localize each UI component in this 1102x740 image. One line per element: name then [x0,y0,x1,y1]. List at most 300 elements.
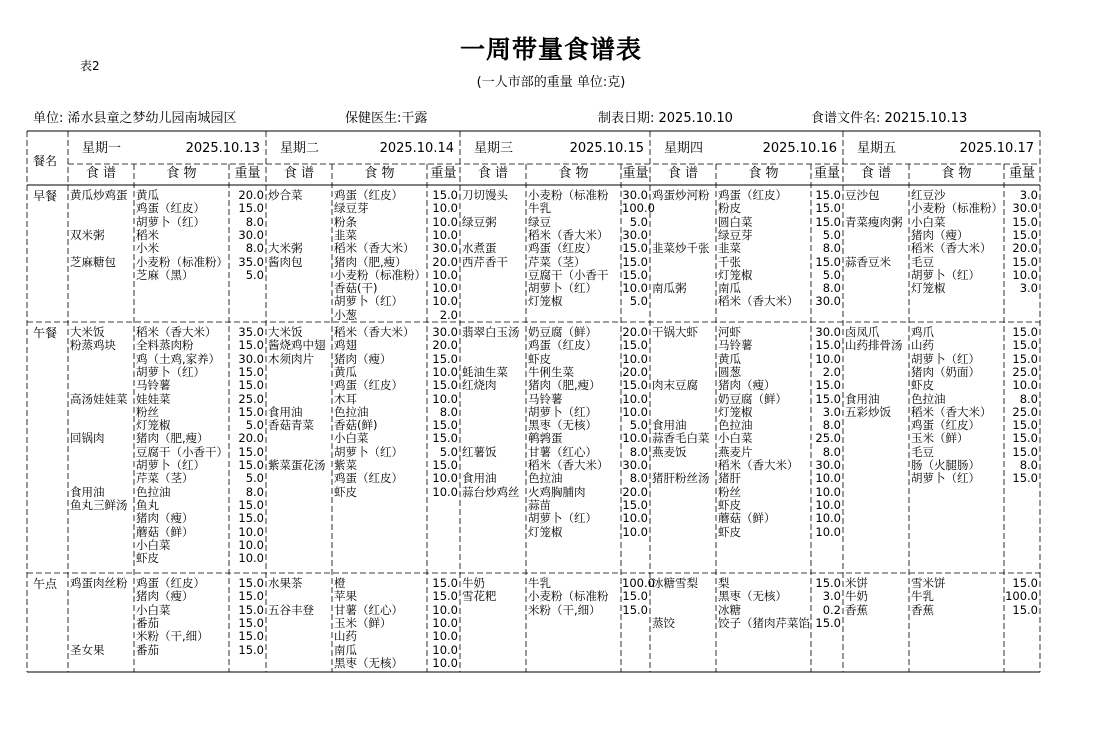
food-qty: 15.0 [1012,602,1038,617]
dish-name: 猪肝粉丝汤 [652,471,710,486]
day-date: 2025.10.16 [762,141,837,156]
food-qty: 10.0 [815,524,841,539]
day-date: 2025.10.15 [569,141,644,156]
food-item: 圆白菜 [718,214,753,229]
food-item: 奶豆腐（鲜） [718,391,787,406]
food-qty: 15.0 [238,629,264,644]
food-item: 色拉油 [718,418,753,433]
food-qty: 3.0 [1019,188,1038,202]
dish-name: 蒜香豆米 [845,254,891,269]
food-qty: 10.0 [815,511,841,526]
food-item: 燕麦片 [718,444,753,459]
food-qty: 35.0 [238,254,264,269]
food-item: 肠（火腿肠） [911,458,980,472]
food-item: 韭菜 [718,241,741,256]
food-item: 小麦粉（标准粉） [136,254,228,269]
food-item: 橙 [334,576,346,590]
dish-name: 蒸饺 [652,615,675,630]
food-item: 雪米饼 [911,576,946,590]
food-item: 胡萝卜（红） [136,458,205,472]
food-item: 胡萝卜（红） [334,294,403,309]
food-qty: 15.0 [1012,227,1038,242]
food-item: 粉条 [334,214,357,229]
food-qty: 15.0 [622,254,648,269]
food-item: 黑枣（无核） [334,655,403,670]
dish-name: 西芹香干 [462,254,508,269]
food-qty: 100.0 [622,201,655,216]
food-qty: 30.0 [815,458,841,472]
day-name: 星期四 [664,141,704,156]
dish-name: 炒合菜 [268,188,303,202]
food-item: 稻米（香大米） [718,294,799,309]
food-item: 猪肉（瘦） [334,351,392,366]
food-item: 色拉油 [528,471,563,486]
food-item: 鸡蛋（红皮） [911,418,980,433]
food-item: 牛乳 [911,589,934,604]
food-item: 番茄 [136,615,159,630]
dish-name: 牛奶 [845,589,868,604]
food-qty: 20.0 [622,484,648,499]
food-qty: 20.0 [622,364,648,379]
food-qty: 30.0 [432,241,458,256]
food-item: 胡萝卜（红） [911,267,980,282]
food-qty: 30.0 [238,227,264,242]
col-dish-header: 食 谱 [667,166,699,181]
food-qty: 15.0 [1012,351,1038,366]
dish-name: 五谷丰登 [268,602,314,617]
food-item: 马铃薯 [718,338,753,353]
dish-name: 红薯饭 [462,444,497,459]
food-item: 胡萝卜（红） [911,471,980,486]
col-qty-header: 重量 [1008,166,1035,181]
food-qty: 15.0 [815,615,841,630]
dish-name: 双米粥 [70,227,105,242]
food-item: 小麦粉（标准粉） [911,201,1003,216]
dish-name: 干锅大虾 [652,325,698,339]
meal-column-header: 餐名 [33,154,58,168]
food-qty: 8.0 [439,404,458,419]
food-qty: 30.0 [622,188,648,202]
food-qty: 15.0 [622,602,648,617]
dish-name: 香蕉 [845,602,868,617]
food-qty: 8.0 [822,281,841,296]
food-qty: 10.0 [432,214,458,229]
food-qty: 5.0 [245,418,264,433]
food-item: 香菇(鲜) [334,418,378,433]
food-item: 香蕉 [911,602,934,617]
food-item: 冰糖 [718,602,741,617]
food-item: 胡萝卜（红） [136,364,205,379]
page-title: 一周带量食谱表 [459,35,642,64]
dish-name: 蚝油生菜 [462,364,508,379]
dish-name: 大米粥 [268,241,303,256]
food-qty: 10.0 [238,524,264,539]
food-item: 稻米 [136,227,159,242]
food-item: 蘑菇（鲜） [718,511,776,526]
food-item: 甘薯（红心） [528,444,597,459]
dish-name: 鱼丸三鲜汤 [70,497,128,512]
food-item: 灯笼椒 [528,294,563,309]
food-item: 鸡爪 [911,325,934,339]
food-item: 全料蒸肉粉 [136,338,194,353]
food-item: 圆葱 [718,364,741,379]
food-qty: 15.0 [238,511,264,526]
food-item: 马铃薯 [528,391,563,406]
food-item: 马铃薯 [136,378,171,393]
dish-name: 酱肉包 [268,254,303,269]
food-item: 虾皮 [718,524,741,539]
food-item: 小白菜 [334,431,369,446]
dish-name: 粉蒸鸡块 [70,338,116,353]
col-qty-header: 重量 [813,166,840,181]
dish-name: 南瓜粥 [652,281,687,296]
food-qty: 8.0 [1019,458,1038,472]
food-item: 芝麻（黑） [136,267,194,282]
food-item: 稻米（香大米） [718,458,799,472]
dish-name: 水果茶 [268,576,303,590]
food-qty: 15.0 [432,458,458,472]
food-qty: 10.0 [622,431,648,446]
food-qty: 15.0 [815,188,841,202]
food-item: 胡萝卜（红） [528,404,597,419]
food-qty: 30.0 [238,351,264,366]
dish-name: 高汤娃娃菜 [70,391,128,406]
day-date: 2025.10.14 [379,141,454,156]
food-qty: 15.0 [1012,325,1038,339]
dish-name: 牛奶 [462,576,485,590]
food-qty: 20.0 [1012,241,1038,256]
food-qty: 8.0 [822,418,841,433]
unit-label: 单位: 浠水县童之梦幼儿园南城园区 [33,111,237,126]
dish-name: 圣女果 [70,642,105,657]
food-item: 稻米（香大米） [528,227,609,242]
food-item: 猪肉（奶面） [911,364,980,379]
dish-name: 豆沙包 [845,188,880,202]
food-qty: 15.0 [1012,418,1038,433]
day-date: 2025.10.17 [959,141,1034,156]
food-item: 玉米（鲜） [911,431,969,446]
food-qty: 15.0 [622,267,648,282]
food-qty: 10.0 [1012,378,1038,393]
food-item: 木耳 [334,391,357,406]
food-item: 鸡蛋（红皮） [334,188,403,202]
food-item: 鸡蛋（红皮） [718,188,787,202]
food-item: 鱼丸 [136,497,159,512]
day-name: 星期二 [280,141,320,156]
food-item: 牛乳 [528,201,551,216]
food-item: 粉皮 [718,201,741,216]
food-item: 猪肝 [718,471,741,486]
food-qty: 10.0 [432,201,458,216]
food-item: 豆腐干（小香干） [136,444,228,459]
food-qty: 5.0 [245,267,264,282]
food-qty: 15.0 [1012,254,1038,269]
food-item: 毛豆 [911,444,934,459]
food-item: 粉丝 [718,484,741,499]
food-qty: 10.0 [815,471,841,486]
food-item: 灯笼椒 [528,524,563,539]
food-qty: 15.0 [238,404,264,419]
food-qty: 10.0 [432,227,458,242]
dish-name: 食用油 [268,404,303,419]
food-item: 虾皮 [911,378,934,393]
food-item: 虾皮 [718,497,741,512]
col-qty-header: 重量 [622,166,649,181]
food-qty: 15.0 [238,589,264,604]
food-qty: 15.0 [1012,214,1038,229]
dish-name: 蒜香毛白菜 [652,431,710,446]
day-name: 星期三 [474,141,514,156]
food-qty: 3.0 [822,404,841,419]
food-item: 紫菜 [334,458,357,472]
food-qty: 10.0 [815,497,841,512]
food-item: 稻米（香大米） [528,458,609,472]
food-item: 虾皮 [528,351,551,366]
food-item: 稻米（香大米） [334,241,415,256]
food-item: 红豆沙 [911,188,946,202]
dish-name: 香菇青菜 [268,418,314,433]
food-item: 南瓜 [718,281,741,296]
food-item: 山药 [911,338,934,353]
food-qty: 25.0 [1012,404,1038,419]
food-item: 小白菜 [718,431,753,446]
food-qty: 30.0 [815,294,841,309]
food-qty: 20.0 [238,188,264,202]
food-item: 稻米（香大米） [911,404,992,419]
dish-name: 酱烧鸡中翅 [268,338,326,353]
food-item: 灯笼椒 [911,281,946,296]
food-qty: 15.0 [238,458,264,472]
meal-name: 早餐 [33,189,58,203]
food-qty: 8.0 [629,444,648,459]
food-qty: 5.0 [245,471,264,486]
food-qty: 10.0 [815,484,841,499]
food-item: 胡萝卜（红） [136,214,205,229]
food-item: 香菇(干) [334,281,378,296]
food-item: 蘑菇（鲜） [136,524,194,539]
food-qty: 15.0 [432,188,458,202]
food-qty: 10.0 [815,351,841,366]
food-item: 粉丝 [136,404,159,419]
meal-name: 午餐 [33,326,58,340]
dish-name: 卤凤爪 [845,325,880,339]
food-qty: 20.0 [622,325,648,339]
food-qty: 10.0 [432,294,458,309]
food-qty: 20.0 [432,338,458,353]
dish-name: 刀切馒头 [462,188,508,202]
food-qty: 10.0 [622,281,648,296]
dish-name: 米饼 [845,576,868,590]
food-item: 米粉（干,细） [136,629,209,644]
food-qty: 15.0 [238,642,264,657]
col-dish-header: 食 谱 [283,166,315,181]
food-qty: 35.0 [238,325,264,339]
food-item: 猪肉（肥,瘦） [334,254,407,269]
food-item: 黑枣（无核） [528,418,597,433]
food-item: 奶豆腐（鲜） [528,325,597,339]
food-item: 小白菜 [136,602,171,617]
dish-name: 肉末豆腐 [652,378,698,393]
food-qty: 8.0 [822,241,841,256]
food-item: 小葱 [334,307,357,322]
food-qty: 5.0 [629,214,648,229]
col-food-header: 食 物 [748,166,779,181]
food-qty: 25.0 [238,391,264,406]
food-item: 甘薯（红心） [334,602,403,617]
dish-name: 回锅肉 [70,431,105,446]
food-item: 猪肉（瘦） [718,378,776,393]
food-qty: 2.0 [439,307,458,322]
food-item: 胡萝卜（红） [528,281,597,296]
food-item: 鸡蛋（红皮） [334,471,403,486]
food-qty: 15.0 [815,378,841,393]
food-item: 虾皮 [136,551,159,566]
food-item: 猪肉（肥,瘦） [136,431,209,446]
page-subtitle: (一人市部的重量 单位:克) [476,75,626,90]
dish-name: 山药排骨汤 [845,338,903,353]
food-qty: 5.0 [439,444,458,459]
food-qty: 15.0 [432,378,458,393]
food-qty: 10.0 [432,655,458,670]
dish-name: 食用油 [462,471,497,486]
doctor-label: 保健医生:干露 [345,111,428,126]
food-item: 火鸡胸脯肉 [528,484,586,499]
food-item: 河虾 [718,325,741,339]
col-qty-header: 重量 [430,166,457,181]
food-qty: 15.0 [238,444,264,459]
food-qty: 15.0 [238,602,264,617]
food-qty: 10.0 [432,471,458,486]
food-qty: 15.0 [815,391,841,406]
food-item: 色拉油 [334,404,369,419]
food-qty: 15.0 [815,338,841,353]
food-item: 鸡蛋（红皮） [136,201,205,216]
dish-name: 青菜瘦肉粥 [845,214,903,229]
food-qty: 3.0 [1019,281,1038,296]
food-item: 芹菜（茎） [528,254,586,269]
food-item: 小米 [136,241,159,256]
food-qty: 30.0 [1012,201,1038,216]
food-qty: 15.0 [238,497,264,512]
food-qty: 20.0 [432,254,458,269]
food-qty: 100.0 [622,576,655,590]
food-item: 灯笼椒 [718,267,753,282]
food-qty: 5.0 [629,294,648,309]
food-item: 绿豆芽 [334,201,369,216]
food-qty: 15.0 [238,364,264,379]
food-item: 山药 [334,629,357,644]
food-item: 鸡（土鸡,家养） [136,351,221,366]
food-qty: 15.0 [1012,444,1038,459]
dish-name: 鸡蛋炒河粉 [652,188,710,202]
food-qty: 5.0 [629,418,648,433]
food-item: 小麦粉（标准粉 [528,188,609,202]
food-qty: 10.0 [432,615,458,630]
dish-name: 红烧肉 [462,378,497,393]
dish-name: 韭菜炒千张 [652,241,710,256]
food-qty: 10.0 [432,267,458,282]
food-item: 鸡翅 [334,338,357,353]
food-qty: 15.0 [1012,576,1038,590]
meal-name: 午点 [33,577,58,591]
food-qty: 15.0 [238,378,264,393]
food-item: 小白菜 [911,214,946,229]
food-qty: 8.0 [245,214,264,229]
food-item: 黑枣（无核） [718,589,787,604]
food-qty: 10.0 [432,602,458,617]
food-item: 毛豆 [911,254,934,269]
food-qty: 10.0 [622,351,648,366]
food-item: 鸡蛋（红皮） [528,241,597,256]
food-item: 鹌鹑蛋 [528,431,563,446]
col-qty-header: 重量 [234,166,261,181]
food-item: 黄瓜 [136,188,159,202]
col-dish-header: 食 谱 [477,166,509,181]
food-qty: 15.0 [432,576,458,590]
food-qty: 30.0 [622,227,648,242]
food-qty: 15.0 [815,201,841,216]
dish-name: 紫菜蛋花汤 [268,458,326,472]
food-item: 蒜苗 [528,497,551,512]
col-food-header: 食 物 [364,166,395,181]
dish-name: 大米饭 [268,325,303,339]
food-item: 鸡蛋（红皮） [136,576,205,590]
food-qty: 15.0 [815,576,841,590]
dish-name: 水煮蛋 [462,241,497,256]
food-qty: 15.0 [1012,338,1038,353]
food-qty: 15.0 [1012,471,1038,486]
food-item: 灯笼椒 [136,418,171,433]
food-item: 鸡蛋（红皮） [334,378,403,393]
dish-name: 蒜台炒鸡丝 [462,484,520,499]
food-qty: 15.0 [238,201,264,216]
food-qty: 30.0 [622,458,648,472]
dish-name: 芝麻糖包 [70,254,116,269]
col-food-header: 食 物 [166,166,197,181]
food-qty: 15.0 [238,338,264,353]
day-name: 星期五 [857,141,897,156]
dish-name: 雪花粑 [462,589,497,604]
food-item: 小麦粉（标准粉 [528,589,609,604]
food-qty: 10.0 [432,391,458,406]
table-number: 表2 [80,59,100,73]
food-item: 猪肉（肥,瘦） [528,378,601,393]
food-item: 梨 [718,576,730,590]
dish-name: 鸡蛋肉丝粉 [70,576,128,590]
food-item: 牛俐生菜 [528,364,574,379]
food-qty: 10.0 [238,551,264,566]
day-date: 2025.10.13 [185,141,260,156]
food-item: 灯笼椒 [718,404,753,419]
date-label: 制表日期: 2025.10.10 [598,111,733,126]
food-qty: 10.0 [432,364,458,379]
food-qty: 15.0 [622,589,648,604]
food-qty: 8.0 [629,471,648,486]
dish-name: 五彩炒饭 [845,404,891,419]
food-qty: 10.0 [432,629,458,644]
dish-name: 翡翠白玉汤 [462,325,520,339]
dish-name: 食用油 [70,484,105,499]
food-qty: 15.0 [815,214,841,229]
food-item: 豆腐干（小香干 [528,267,609,282]
food-qty: 10.0 [622,524,648,539]
food-qty: 15.0 [432,431,458,446]
food-item: 小麦粉（标准粉） [334,267,426,282]
food-qty: 10.0 [1012,267,1038,282]
food-qty: 8.0 [245,241,264,256]
food-qty: 0.2 [822,602,841,617]
food-item: 玉米（鲜） [334,615,392,630]
